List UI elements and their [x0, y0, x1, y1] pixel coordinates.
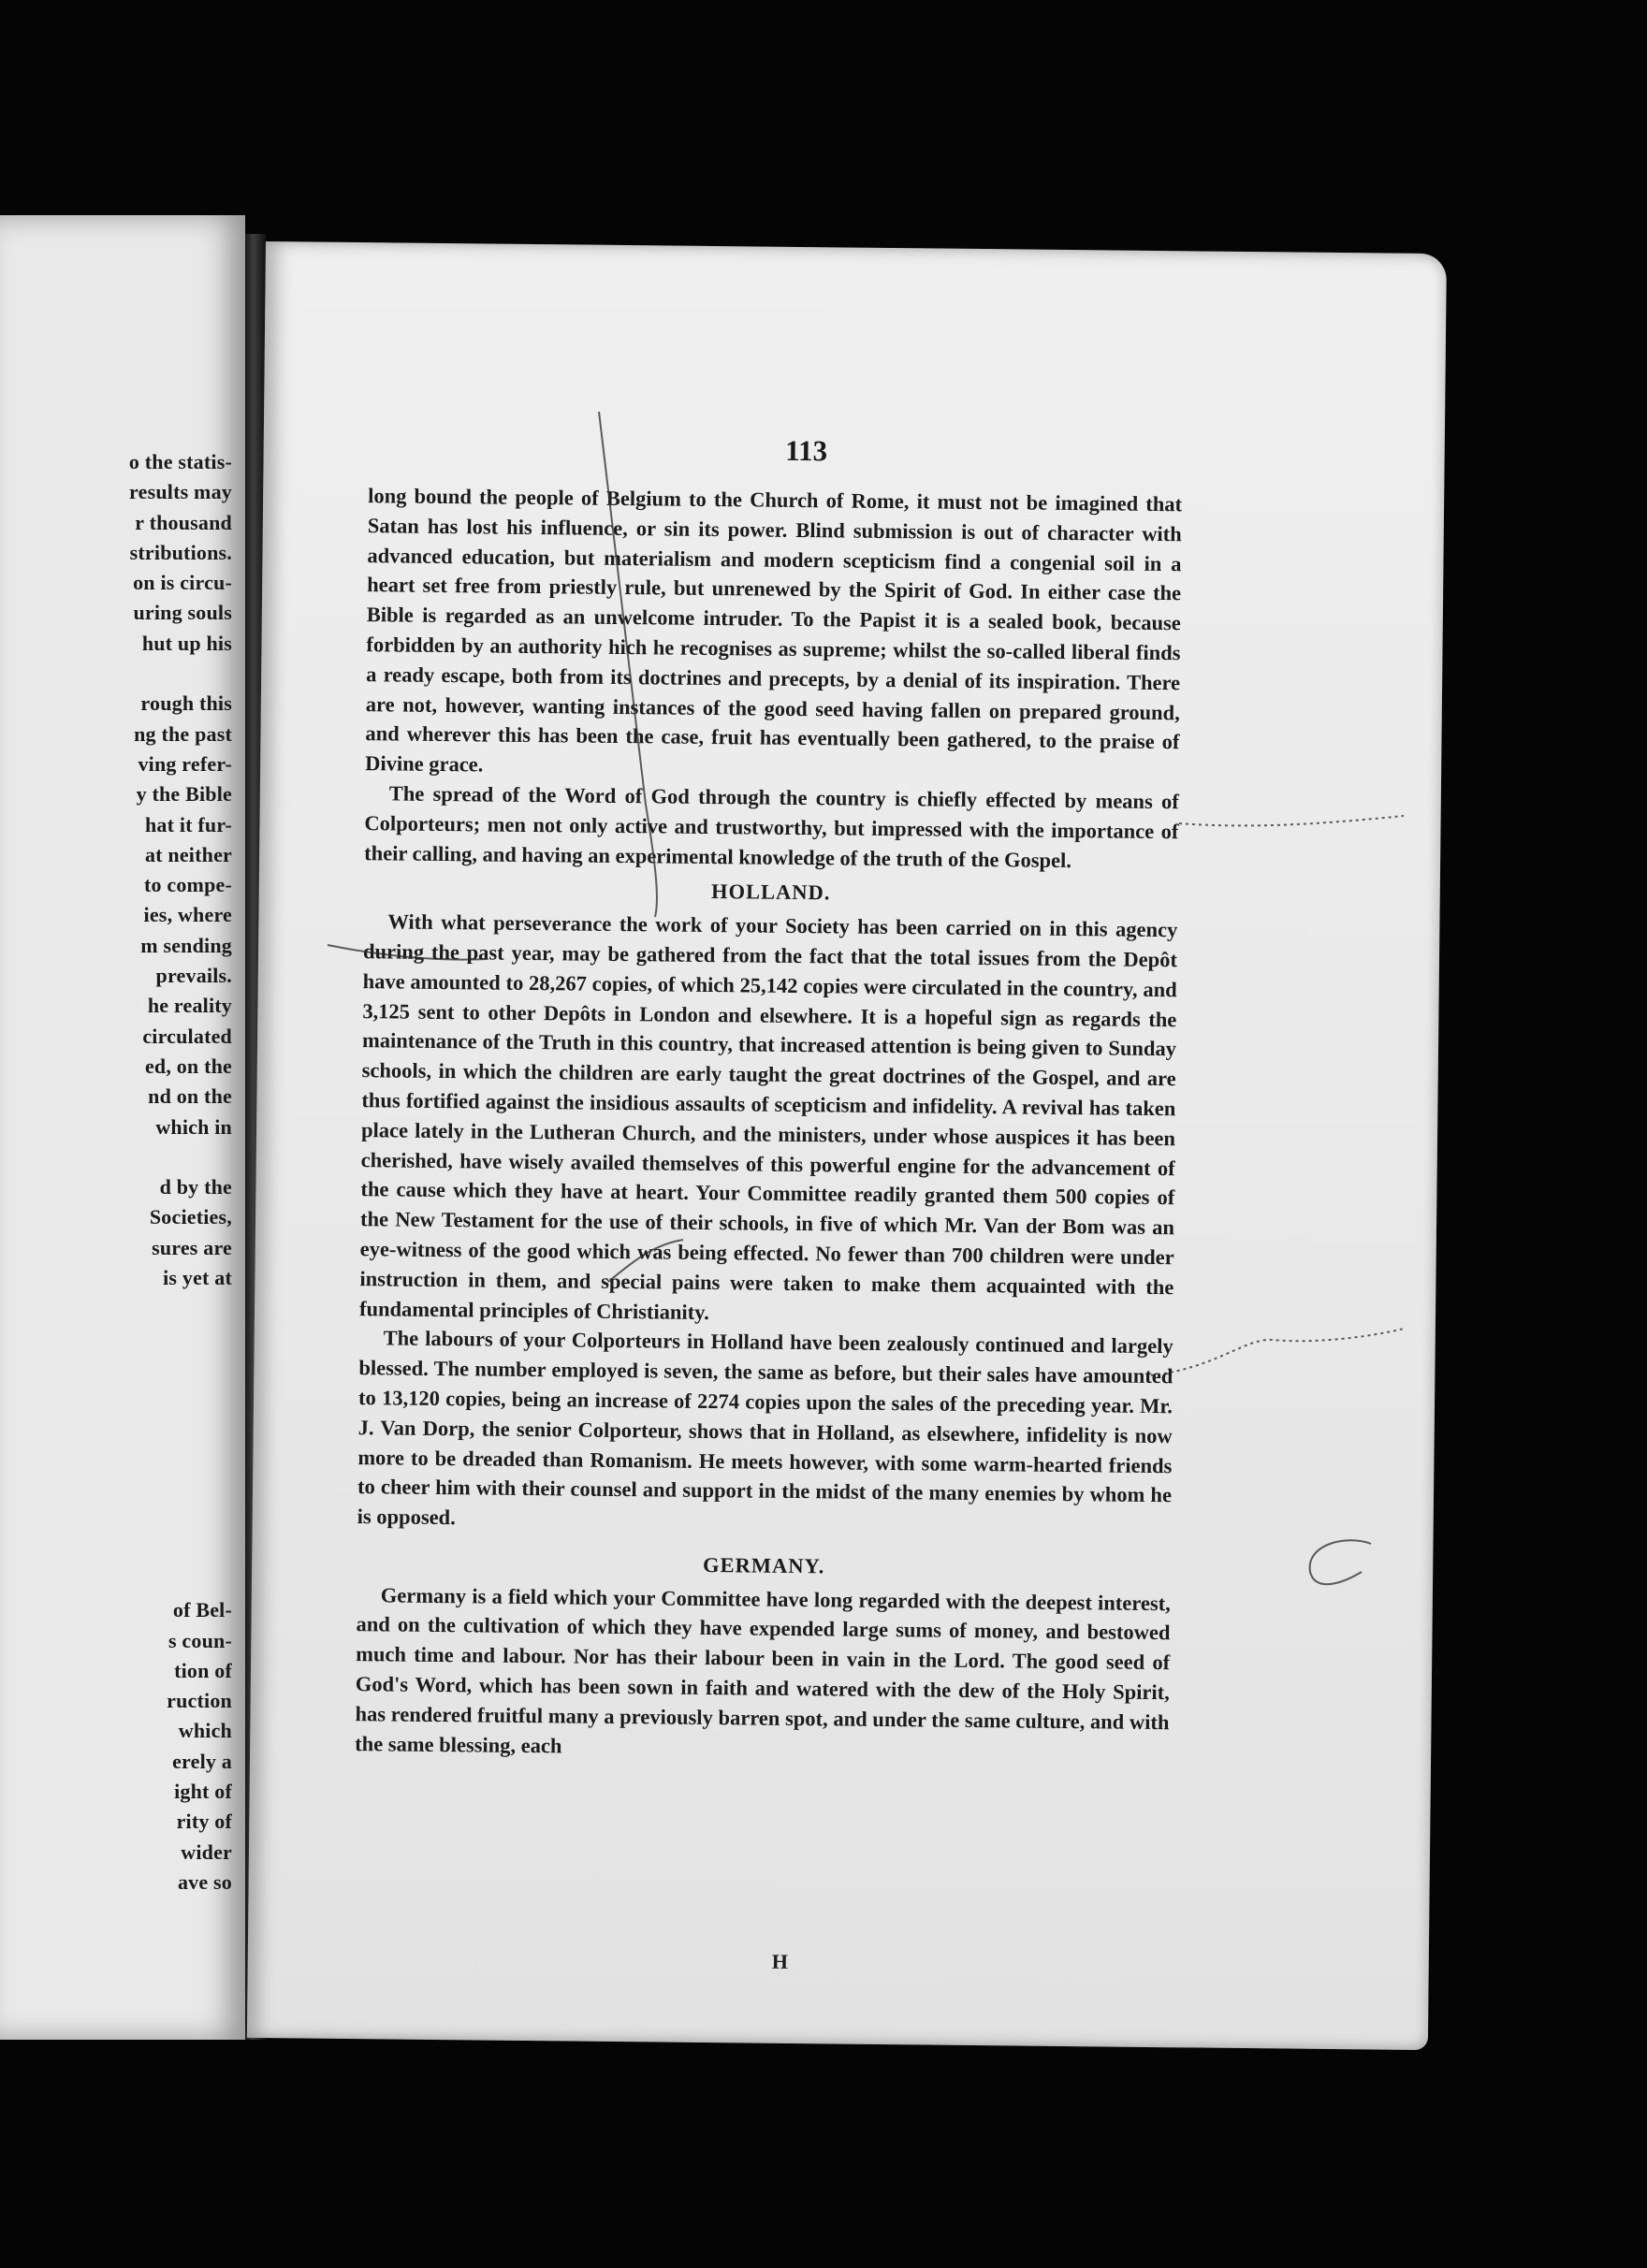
page-number: 113: [785, 433, 828, 468]
page-body: [355, 481, 1182, 1767]
paragraph-holland-1: With what perseverance the work of your Society has been carried on in this agency during the past year, may be gathered from the fact that the total issues from the Depôt have amounted to 28,267 copies, of which 25,142 copies were circulated in the country, and 3,125 sent to other Depôts in London and elsewhere. It is a hopeful sign as regards the maintenance of the Truth in this country, that increased attention is being given to Sunday schools, in which the children are early taught the great doctrines of the Gospel, and are thus fortified against the insidious assaults of scepticism and infidelity. A revival has taken place lately in the Lutheran Church, and the ministers, under whose auspices it has been cherished, have wisely availed themselves of this powerful engine for the advancement of the cause which they have at heart. Your Committee readily granted them 500 copies of the New Testament for the use of their schools, in five of which Mr. Van der Bom was an eye-witness of the good which was being effected. No fewer than 700 children were under instruction in them, and special pains were taken to make them acquainted with the fundamental principles of Christianity.: [358, 909, 1178, 1324]
previous-page-line: prevails.: [155, 964, 232, 988]
previous-page-line: [0, 1445, 232, 1475]
previous-page-line: rity of: [176, 1810, 232, 1834]
previous-page-line: y the Bible: [136, 782, 232, 807]
previous-page-line: Societies,: [149, 1205, 232, 1229]
previous-page-line: he reality: [147, 994, 232, 1018]
previous-page-line: ng the past: [134, 721, 232, 746]
previous-page-line: s coun-: [168, 1628, 232, 1652]
previous-page-line: [0, 1324, 232, 1354]
previous-page-text: [0, 447, 232, 1897]
paragraph-germany-1: Germany is a field which your Committee have long regarded with the deepest interest, and on the cultivation of which they have expended large sums of money, and bestowed much time and labour. Nor has their labour been in vain in the Lord. The good seed of God's Word, which has been sown in faith and watered with the dew of the Holy Spirit, has rendered fruitful many a previously barren spot, and under the same culture, and with the same blessing, each: [355, 1583, 1171, 1758]
paragraph-belgium-2: The spread of the Word of God through the country is chiefly effected by means of Colporteurs; men not only active and trustworthy, but impressed with the importance of their calling, and having an experimental knowledge of the truth of the Gospel.: [364, 781, 1179, 872]
previous-page-line: [0, 1475, 232, 1505]
previous-page-line: ight of: [174, 1780, 232, 1804]
previous-page-line: on is circu-: [133, 571, 232, 595]
previous-page-line: [0, 1293, 232, 1323]
previous-page-line: uring souls: [133, 601, 232, 625]
previous-page-line: ave so: [177, 1869, 232, 1894]
previous-page-line: [0, 659, 232, 689]
paragraph-belgium-1: long bound the people of Belgium to the Church of Rome, it must not be imagined that Satan has lost his influence, or sin its power. Blind submission is out of character with advanced education, but materialism and modern scepticism find a congenial soil in a heart set free from priestly rule, but unrenewed by the Spirit of God. In either case the Bible is regarded as an unwelcome intruder. To the Papist it is a sealed book, because forbidden by an authority hich he recognises as supreme; whilst the so-called liberal finds a ready escape, both from its doctrines and precepts, by a denial of its inspiration. There are not, however, wanting instances of the good seed having fallen on prepared ground, and wherever this has been the case, fruit has eventually been gathered, to the praise of Divine grace.: [365, 484, 1183, 777]
previous-page-line: o the statis-: [128, 450, 232, 473]
previous-page-line: [0, 1354, 232, 1384]
previous-page-line: [0, 1565, 232, 1595]
section-heading-germany: GERMANY.: [702, 1552, 825, 1578]
previous-page-line: [0, 1142, 232, 1172]
previous-page-line: [0, 1384, 232, 1414]
paragraph-holland-2: The labours of your Colporteurs in Holland have been zealously continued and largely blessed. The number employed is seven, the same as before, but their sales have amounted to 13,120 copies, being an increase of 2274 copies upon the sales of the preceding year. Mr. J. Van Dorp, the senior Colporteur, shows that in Holland, as elsewhere, infidelity is now more to be dreaded than Romanism. He meets however, with some warm-hearted friends to cheer him with their counsel and support in the midst of the many enemies by whom he is opposed.: [357, 1326, 1173, 1530]
previous-page-line: d by the: [159, 1175, 232, 1199]
previous-page-line: of Bel-: [172, 1598, 232, 1622]
previous-page-line: to compe-: [143, 873, 232, 897]
previous-page-line: hat it fur-: [144, 812, 232, 836]
previous-page-fragment: [0, 215, 245, 2040]
previous-page-line: wider: [181, 1839, 232, 1864]
previous-page-line: [0, 1505, 232, 1534]
previous-page-line: nd on the: [148, 1084, 232, 1109]
previous-page-line: [0, 1535, 232, 1565]
previous-page-line: tion of: [174, 1658, 232, 1682]
previous-page-line: ving refer-: [138, 751, 232, 776]
previous-page-line: which: [178, 1719, 232, 1743]
previous-page-line: ruction: [167, 1689, 232, 1713]
previous-page-line: m sending: [140, 933, 232, 957]
previous-page-line: [0, 1415, 232, 1445]
section-heading-holland: HOLLAND.: [710, 880, 831, 905]
previous-page-line: which in: [155, 1114, 232, 1139]
previous-page-line: erely a: [172, 1749, 232, 1773]
previous-page-line: hut up his: [141, 631, 232, 655]
previous-page-line: at neither: [144, 842, 232, 866]
previous-page-line: r thousand: [135, 510, 232, 534]
previous-page-line: ed, on the: [144, 1054, 232, 1078]
previous-page-line: is yet at: [163, 1266, 232, 1290]
previous-page-line: rough this: [140, 691, 232, 716]
page-113: [247, 241, 1447, 2050]
previous-page-line: sures are: [152, 1235, 232, 1259]
previous-page-line: ies, where: [143, 903, 232, 927]
previous-page-line: stributions.: [129, 540, 232, 564]
signature-mark: H: [771, 1949, 789, 1973]
previous-page-line: circulated: [142, 1024, 232, 1048]
previous-page-line: results may: [129, 480, 232, 504]
